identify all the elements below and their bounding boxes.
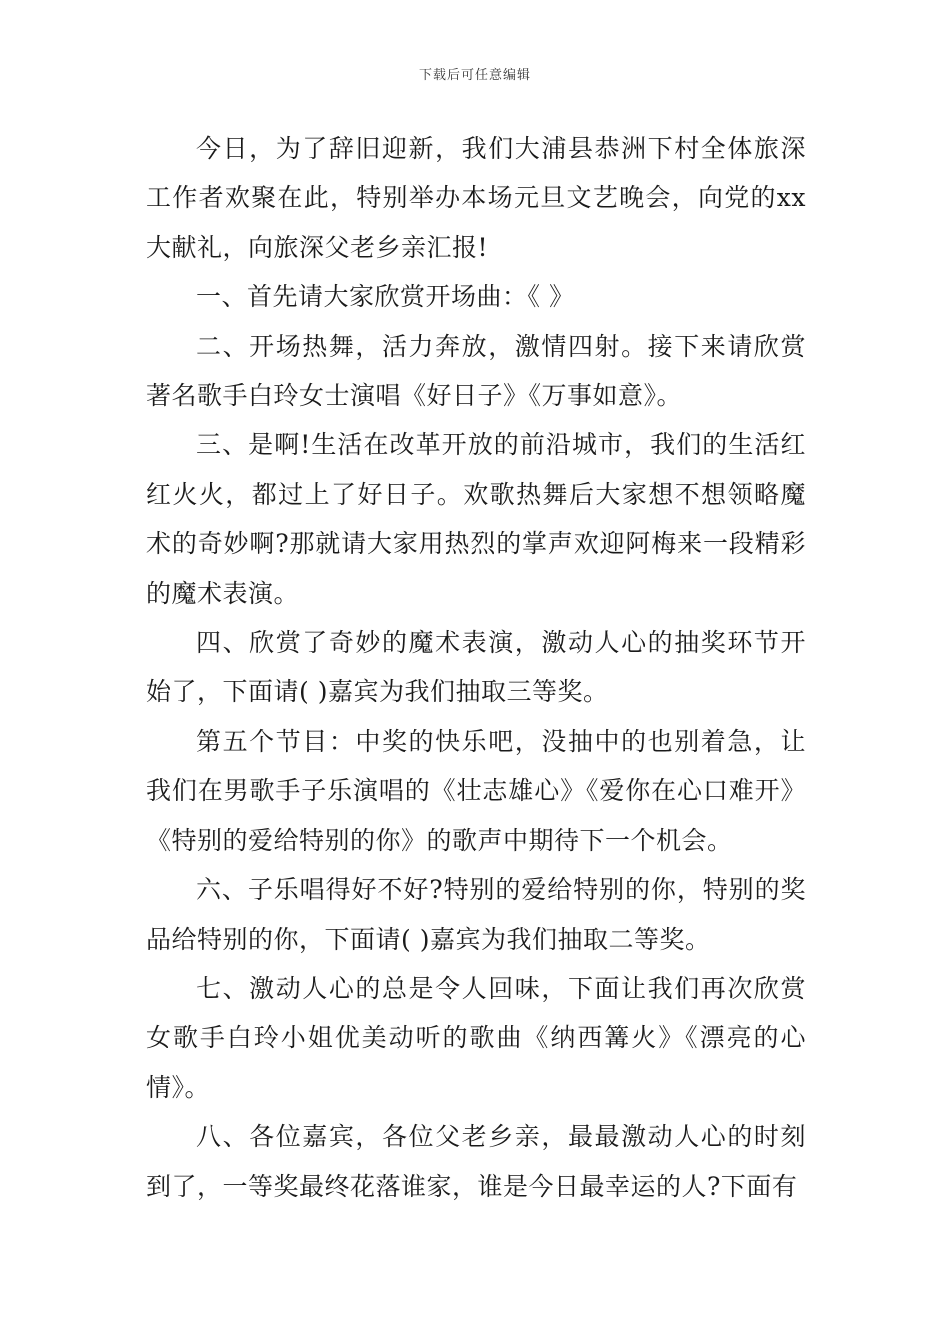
paragraph-item-1: 一、首先请大家欣赏开场曲：《 》 — [196, 282, 575, 312]
paragraph-item-5: 第五个节目：中奖的快乐吧，没抽中的也别着急，让我们在男歌手子乐演唱的《壮志雄心》《爱你在心口难开》《特别的爱给特别的你》的歌声中期待下一个机会。 — [146, 726, 806, 855]
paragraph-item-3: 三、是啊!生活在改革开放的前沿城市，我们的生活红红火火，都过上了好日子。欢歌热舞后大家想不想领略魔术的奇妙啊?那就请大家用热烈的掌声欢迎阿梅来一段精彩的魔术表演。 — [146, 430, 806, 608]
paragraph-intro: 今日，为了辞旧迎新，我们大浦县恭洲下村全体旅深工作者欢聚在此，特别举办本场元旦文艺晚会，向党的xx大献礼，向旅深父老乡亲汇报! — [146, 134, 806, 262]
paragraph-item-2: 二、开场热舞，活力奔放，激情四射。接下来请欣赏著名歌手白玲女士演唱《好日子》《万事如意》。 — [146, 331, 806, 411]
paragraph-item-7: 七、激动人心的总是令人回味，下面让我们再次欣赏女歌手白玲小姐优美动听的歌曲《纳西篝火》《漂亮的心情》。 — [146, 973, 806, 1102]
paragraph-item-4: 四、欣赏了奇妙的魔术表演，激动人心的抽奖环节开始了，下面请( )嘉宾为我们抽取三等奖。 — [146, 628, 806, 707]
paragraph-item-8: 八、各位嘉宾，各位父老乡亲，最最激动人心的时刻到了，一等奖最终花落谁家，谁是今日最幸运的人?下面有 — [146, 1122, 806, 1201]
download-note: 下载后可任意编辑 — [418, 68, 531, 83]
paragraph-item-6: 六、子乐唱得好不好?特别的爱给特别的你，特别的奖品给特别的你，下面请( )嘉宾为我们抽取二等奖。 — [146, 875, 806, 954]
document-body — [146, 124, 806, 1211]
